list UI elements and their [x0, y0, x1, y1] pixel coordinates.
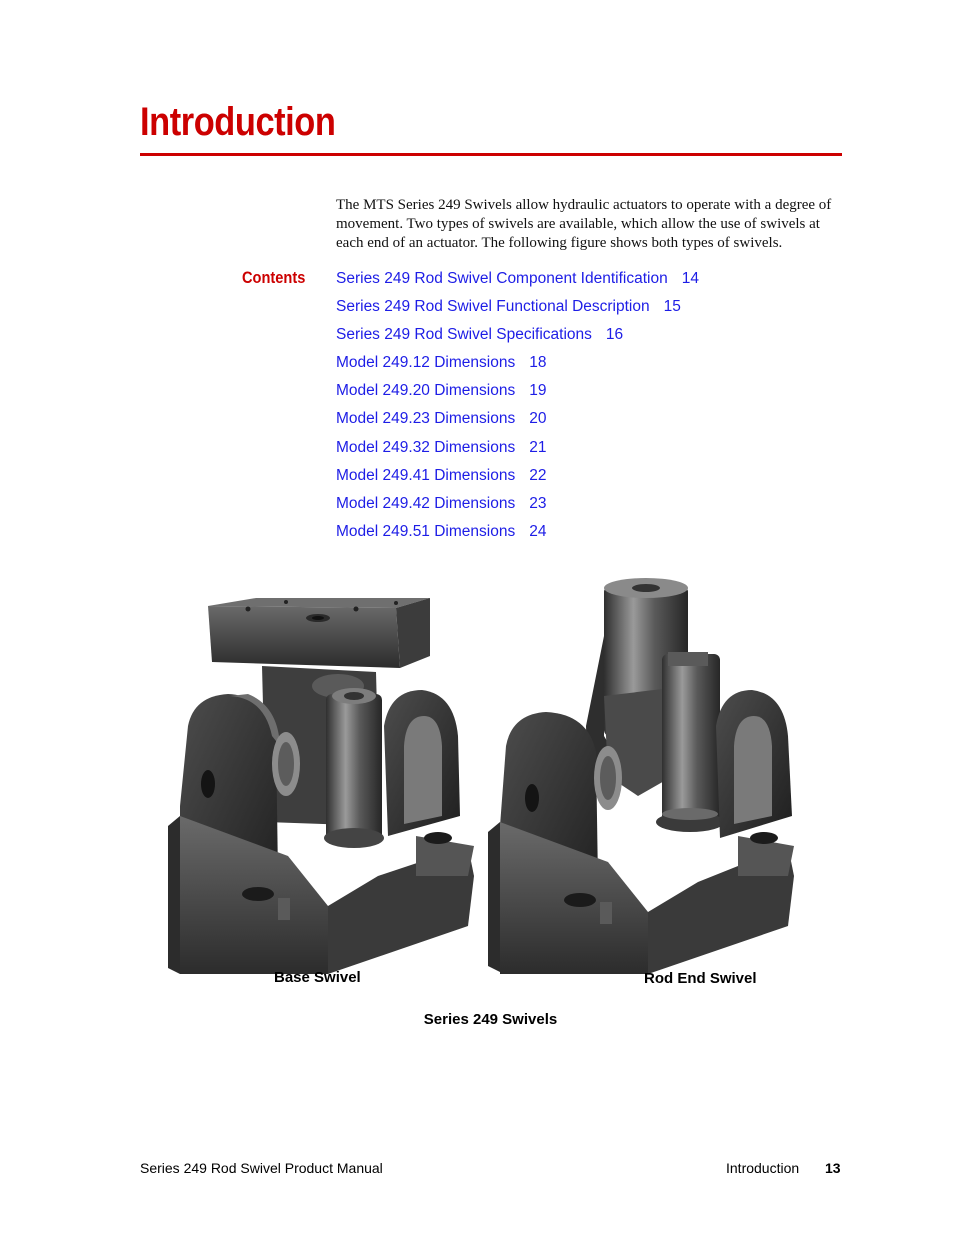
toc-link-specifications[interactable] [336, 325, 699, 353]
toc-link-component-identification[interactable] [336, 269, 699, 297]
toc-link-functional-description[interactable] [336, 297, 699, 325]
toc-page-number: 19 [529, 382, 547, 400]
toc-link-label: Model 249.23 Dimensions [336, 410, 516, 428]
toc-page-number: 18 [529, 354, 547, 372]
toc-page-number: 23 [529, 494, 547, 512]
toc-page-number: 21 [529, 438, 547, 456]
toc-link-model-249-41[interactable] [336, 466, 699, 494]
toc-link-label: Model 249.42 Dimensions [336, 494, 516, 512]
toc-link-label: Model 249.20 Dimensions [336, 382, 516, 400]
toc-link-label: Series 249 Rod Swivel Specifications [336, 326, 592, 344]
toc-link-label: Model 249.32 Dimensions [336, 438, 516, 456]
toc-link-model-249-51[interactable] [336, 522, 699, 550]
rod-end-swivel-illustration [488, 578, 794, 974]
intro-paragraph: The MTS Series 249 Swivels allow hydraulic actuators to operate with a degree of movement. Two types of swivels are available, which allow the use of swivels at each end of an actuator. The following figure shows both types of swivels. [336, 197, 832, 251]
toc-link-model-249-32[interactable] [336, 438, 699, 466]
swivels-photo [168, 576, 814, 976]
toc-link-model-249-42[interactable] [336, 494, 699, 522]
page-title: Introduction [140, 100, 336, 144]
figure-title: Series 249 Swivels [423, 1011, 558, 1028]
toc-page-number: 14 [681, 270, 699, 287]
toc-page-number: 15 [663, 298, 681, 316]
toc-page-number: 16 [605, 326, 624, 344]
rod-end-swivel-caption: Rod End Swivel [644, 970, 757, 987]
toc-link-model-249-20[interactable] [336, 381, 699, 409]
toc-page-number: 20 [529, 410, 547, 428]
base-swivel-illustration [168, 598, 474, 974]
toc-link-model-249-12[interactable] [336, 353, 699, 381]
toc-page-number: 24 [529, 522, 547, 540]
toc-link-label: Model 249.12 Dimensions [336, 354, 516, 372]
toc-page-number: 22 [529, 466, 547, 484]
footer-manual-title: Series 249 Rod Swivel Product Manual [140, 1160, 383, 1176]
toc-link-label: Model 249.41 Dimensions [336, 466, 516, 484]
toc-link-label: Series 249 Rod Swivel Component Identification [336, 270, 668, 287]
contents-label: Contents [242, 268, 306, 287]
footer-page-number: 13 [825, 1160, 841, 1176]
toc-link-label: Model 249.51 Dimensions [336, 522, 516, 540]
footer-section-name: Introduction [726, 1160, 800, 1176]
toc-link-label: Series 249 Rod Swivel Functional Description [336, 298, 650, 316]
base-swivel-caption: Base Swivel [274, 969, 361, 986]
title-divider [140, 153, 842, 156]
contents-list [336, 269, 699, 550]
toc-link-model-249-23[interactable] [336, 409, 699, 437]
